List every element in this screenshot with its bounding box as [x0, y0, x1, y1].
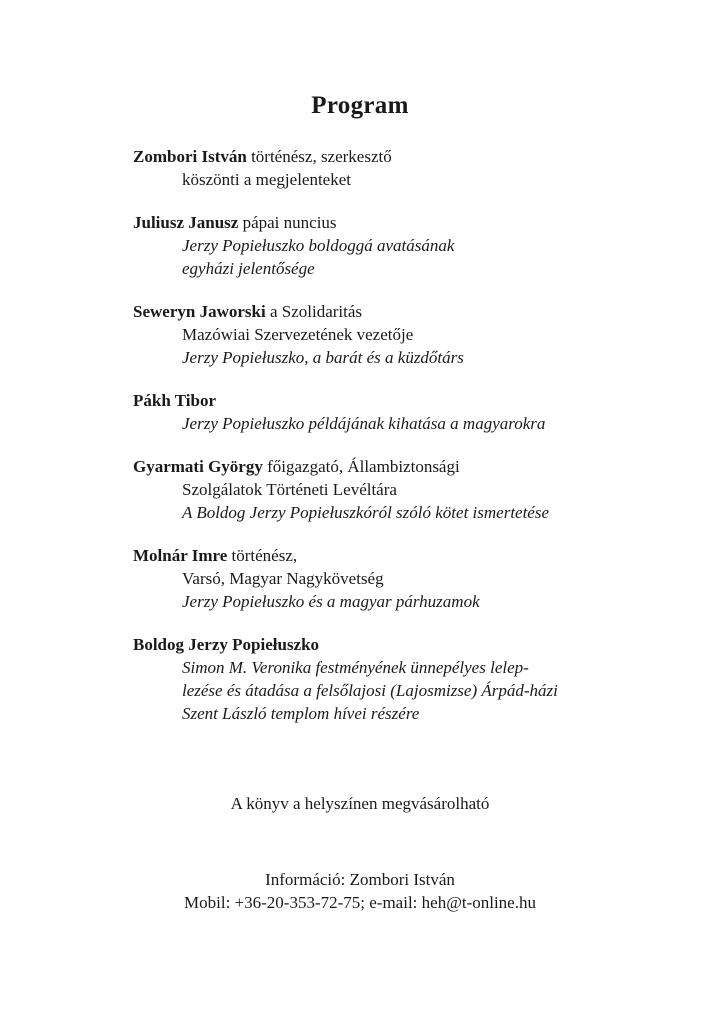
speaker-detail: Mazówiai Szervezetének vezetője	[182, 325, 414, 344]
speaker-role: a Szolidaritás	[265, 302, 363, 321]
speaker-line	[133, 145, 693, 168]
speaker-line	[133, 544, 693, 567]
speaker-name: Pákh Tibor	[133, 391, 216, 410]
speaker-name: Seweryn Jaworski	[133, 302, 266, 321]
contact-person: Információ: Zombori István	[265, 870, 455, 889]
speaker-name: Molnár Imre	[133, 546, 228, 565]
speaker-role: pápai nuncius	[238, 213, 337, 232]
speaker-name: Gyarmati György	[133, 457, 263, 476]
speaker-name: Zombori István	[133, 147, 247, 166]
program-item	[133, 455, 693, 524]
speaker-line	[133, 455, 693, 478]
speaker-line	[133, 389, 693, 412]
program-item	[133, 300, 693, 369]
speaker-role: történész,	[227, 546, 298, 565]
talk-title: egyházi jelentősége	[182, 259, 315, 278]
program-item	[133, 211, 693, 280]
speaker-detail: Varsó, Magyar Nagykövetség	[182, 569, 384, 588]
program-list	[133, 145, 693, 745]
talk-title: Szent László templom hívei részére	[182, 704, 420, 723]
speaker-line	[133, 633, 693, 656]
speaker-detail: köszönti a megjelenteket	[182, 170, 351, 189]
program-item	[133, 145, 693, 191]
talk-title: Jerzy Popiełuszko boldoggá avatásának	[182, 236, 455, 255]
contact-phone-email: Mobil: +36-20-353-72-75; e-mail: heh@t-online.hu	[184, 893, 536, 912]
speaker-detail: Szolgálatok Történeti Levéltára	[182, 480, 397, 499]
speaker-role: főigazgató, Állambiztonsági	[262, 457, 460, 476]
speaker-line	[133, 300, 693, 323]
speaker-name: Juliusz Janusz	[133, 213, 239, 232]
speaker-line	[133, 211, 693, 234]
speaker-name: Boldog Jerzy Popiełuszko	[133, 635, 320, 654]
page-title: Program	[311, 92, 409, 119]
talk-title: lezése és átadása a felsőlajosi (Lajosmizse) Árpád-házi	[182, 681, 558, 700]
talk-title: Jerzy Popiełuszko, a barát és a küzdőtárs	[182, 348, 464, 367]
program-item	[133, 389, 693, 435]
talk-title: Jerzy Popiełuszko példájának kihatása a magyarokra	[182, 414, 546, 433]
talk-title: A Boldog Jerzy Popiełuszkóról szóló kötet ismertetése	[182, 503, 550, 522]
speaker-role: történész, szerkesztő	[246, 147, 392, 166]
program-item	[133, 633, 693, 725]
contact-info	[0, 868, 720, 914]
book-availability-note: A könyv a helyszínen megvásárolható	[230, 794, 490, 813]
program-item	[133, 544, 693, 613]
talk-title: Jerzy Popiełuszko és a magyar párhuzamok	[182, 592, 480, 611]
talk-title: Simon M. Veronika festményének ünnepélyes lelep-	[182, 658, 529, 677]
